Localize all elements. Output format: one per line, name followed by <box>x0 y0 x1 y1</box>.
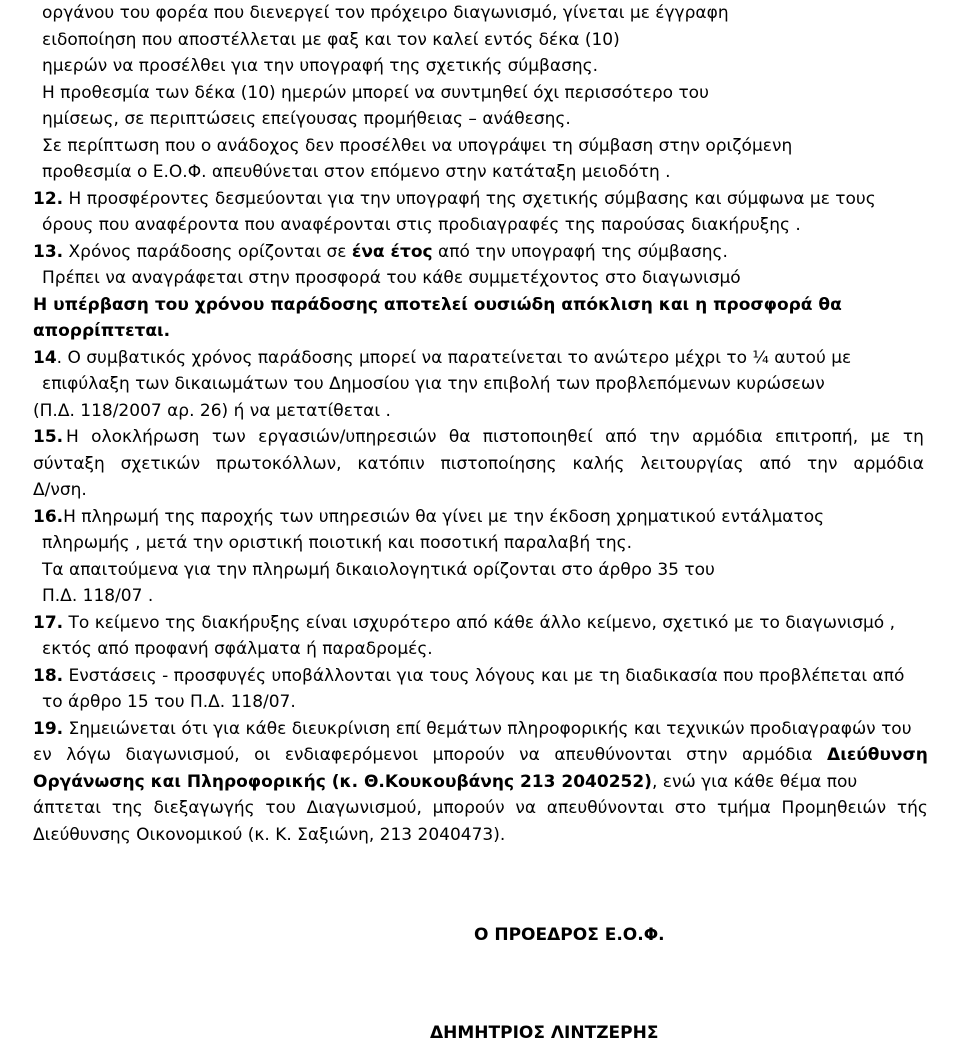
word: απευθύνονται <box>546 798 665 818</box>
bold-term: ένα έτος <box>351 242 433 262</box>
word: θα <box>448 427 471 447</box>
paragraph-line: (Π.Δ. 118/2007 αρ. 26) ή να μετατίθεται . <box>33 401 391 421</box>
word: να <box>515 798 537 818</box>
bold-contact: Οργάνωσης και Πληροφορικής (κ. Θ.Κουκουβάνης 213 2040252) <box>33 772 652 792</box>
word: πιστοποιηθεί <box>482 427 593 447</box>
word: τμήμα <box>716 798 771 818</box>
item-number: 13. <box>33 242 64 262</box>
paragraph-line: εκτός από προφανή σφάλματα ή παραδρομές. <box>42 639 433 659</box>
paragraph-line: Η προθεσμία των δέκα (10) ημερών μπορεί να συντμηθεί όχι περισσότερο του <box>42 83 709 103</box>
word: του <box>265 798 296 818</box>
item-number: 12. <box>33 189 64 209</box>
word: μπορούν <box>432 745 505 765</box>
word: αρμόδια <box>741 745 813 765</box>
word: την <box>649 427 680 447</box>
word: διαγωνισμού, <box>125 745 240 765</box>
item-number: 17. <box>33 613 64 633</box>
paragraph-line: Οργάνωσης και Πληροφορικής (κ. Θ.Κουκουβάνης 213 2040252), ενώ για κάθε θέμα που <box>33 772 858 792</box>
word: οι <box>254 745 271 765</box>
paragraph-line: ημερών να προσέλθει για την υπογραφή της σχετικής σύμβασης. <box>42 56 599 76</box>
word: κατόπιν <box>357 454 425 474</box>
paragraph-line: Π.Δ. 118/07 . <box>42 586 154 606</box>
item-number: 19. <box>33 719 64 739</box>
word: ενδιαφερόμενοι <box>284 745 419 765</box>
word: να <box>519 745 540 765</box>
word: Διαγωνισμού, <box>306 798 422 818</box>
item-17: 17. Το κείμενο της διακήρυξης είναι ισχυρότερο από κάθε άλλο κείμενο, σχετικό με το διαγωνισμό , <box>33 613 895 633</box>
word: αρμόδια <box>692 427 763 447</box>
paragraph-line: Δ/νση. <box>33 480 87 500</box>
paragraph-line: Πρέπει να αναγράφεται στην προσφορά του κάθε συμμετέχοντος στο διαγωνισμό <box>42 268 741 288</box>
word: πρωτοκόλλων, <box>215 454 342 474</box>
paragraph-line: Τα απαιτούμενα για την πληρωμή δικαιολογητικά ορίζονται στο άρθρο 35 του <box>42 560 715 580</box>
word: τη <box>902 427 924 447</box>
paragraph-line: οργάνου του φορέα που διενεργεί τον πρόχειρο διαγωνισμό, γίνεται με έγγραφη <box>42 3 729 23</box>
word: σχετικών <box>120 454 201 474</box>
paragraph-line: Σε περίπτωση που ο ανάδοχος δεν προσέλθει να υπογράψει τη σύμβαση στην οριζόμενη <box>42 136 793 156</box>
bold-notice: Η υπέρβαση του χρόνου παράδοσης αποτελεί ουσιώδη απόκλιση και η προσφορά θα <box>33 295 842 315</box>
paragraph-line: ημίσεως, σε περιπτώσεις επείγουσας προμήθειας – ανάθεσης. <box>42 109 571 129</box>
word: από <box>605 427 637 447</box>
paragraph-line: επιφύλαξη των δικαιωμάτων του Δημοσίου για την επιβολή των προβλεπόμενων κυρώσεων <box>42 374 825 394</box>
signature-name: ΔΗΜΗΤΡΙΟΣ ΛΙΝΤΖΕΡΗΣ <box>430 1023 659 1043</box>
paragraph-line: όρους που αναφέροντα που αναφέρονται στις προδιαγραφές της παρούσας διακήρυξης . <box>42 215 801 235</box>
word: τής <box>896 798 928 818</box>
justified-line <box>66 427 924 447</box>
word: σύνταξη <box>33 454 105 474</box>
word: από <box>759 454 792 474</box>
word: ολοκλήρωση <box>91 427 200 447</box>
item-12: 12. Η προσφέροντες δεσμεύονται για την υπογραφή της σχετικής σύμβασης και σύμφωνα με τους <box>33 189 876 209</box>
word: Η <box>66 427 79 447</box>
word: άπτεται <box>33 798 102 818</box>
word: των <box>211 427 246 447</box>
item-19: 19. Σημειώνεται ότι για κάθε διευκρίνιση επί θεμάτων πληροφορικής και τεχνικών προδιαγραφών του <box>33 719 912 739</box>
word: απευθύνονται <box>554 745 672 765</box>
word: της <box>111 798 143 818</box>
paragraph-line: ειδοποίηση που αποστέλλεται με φαξ και τον καλεί εντός δέκα (10) <box>42 30 620 50</box>
bold-term: Διεύθυνση <box>827 745 928 765</box>
justified-line <box>33 745 928 765</box>
item-16: 16.Η πληρωμή της παροχής των υπηρεσιών θα γίνει με την έκδοση χρηματικού εντάλματος <box>33 507 825 527</box>
item-number: 15. <box>33 427 64 447</box>
item-number: 18. <box>33 666 64 686</box>
word: την <box>807 454 838 474</box>
justified-line <box>33 798 928 818</box>
word: στην <box>686 745 728 765</box>
word: λειτουργίας <box>640 454 744 474</box>
word: επιτροπή, <box>775 427 859 447</box>
word: διεξαγωγής <box>153 798 255 818</box>
item-18: 18. Ενστάσεις - προσφυγές υποβάλλονται για τους λόγους και με τη διαδικασία που προβλέπεται από <box>33 666 905 686</box>
item-number: 14 <box>33 348 57 368</box>
justified-line <box>33 454 924 474</box>
word: Προμηθειών <box>781 798 887 818</box>
word: στο <box>674 798 707 818</box>
paragraph-line: προθεσμία ο Ε.Ο.Φ. απευθύνεται στον επόμενο στην κατάταξη μειοδότη . <box>42 162 671 182</box>
word: αρμόδια <box>853 454 924 474</box>
word: μπορούν <box>432 798 505 818</box>
word: καλής <box>572 454 625 474</box>
item-14: 14. Ο συμβατικός χρόνος παράδοσης μπορεί να παρατείνεται το ανώτερο μέχρι το ¼ αυτού με <box>33 348 852 368</box>
word: εργασιών/υπηρεσιών <box>258 427 437 447</box>
paragraph-line: Διεύθυνσης Οικονομικού (κ. Κ. Σαξιώνη, 213 2040473). <box>33 825 506 845</box>
paragraph-line: πληρωμής , μετά την οριστική ποιοτική και ποσοτική παραλαβή της. <box>42 533 633 553</box>
word: εν <box>33 745 52 765</box>
item-13: 13. Χρόνος παράδοσης ορίζονται σε ένα έτος από την υπογραφή της σύμβασης. <box>33 242 728 262</box>
word: λόγω <box>66 745 111 765</box>
word: πιστοποίησης <box>440 454 557 474</box>
bold-notice: απορρίπτεται. <box>33 321 171 341</box>
signature-title: Ο ΠΡΟΕΔΡΟΣ Ε.Ο.Φ. <box>474 925 665 945</box>
paragraph-line: το άρθρο 15 του Π.Δ. 118/07. <box>42 692 296 712</box>
item-number: 16. <box>33 507 64 527</box>
word: με <box>870 427 891 447</box>
